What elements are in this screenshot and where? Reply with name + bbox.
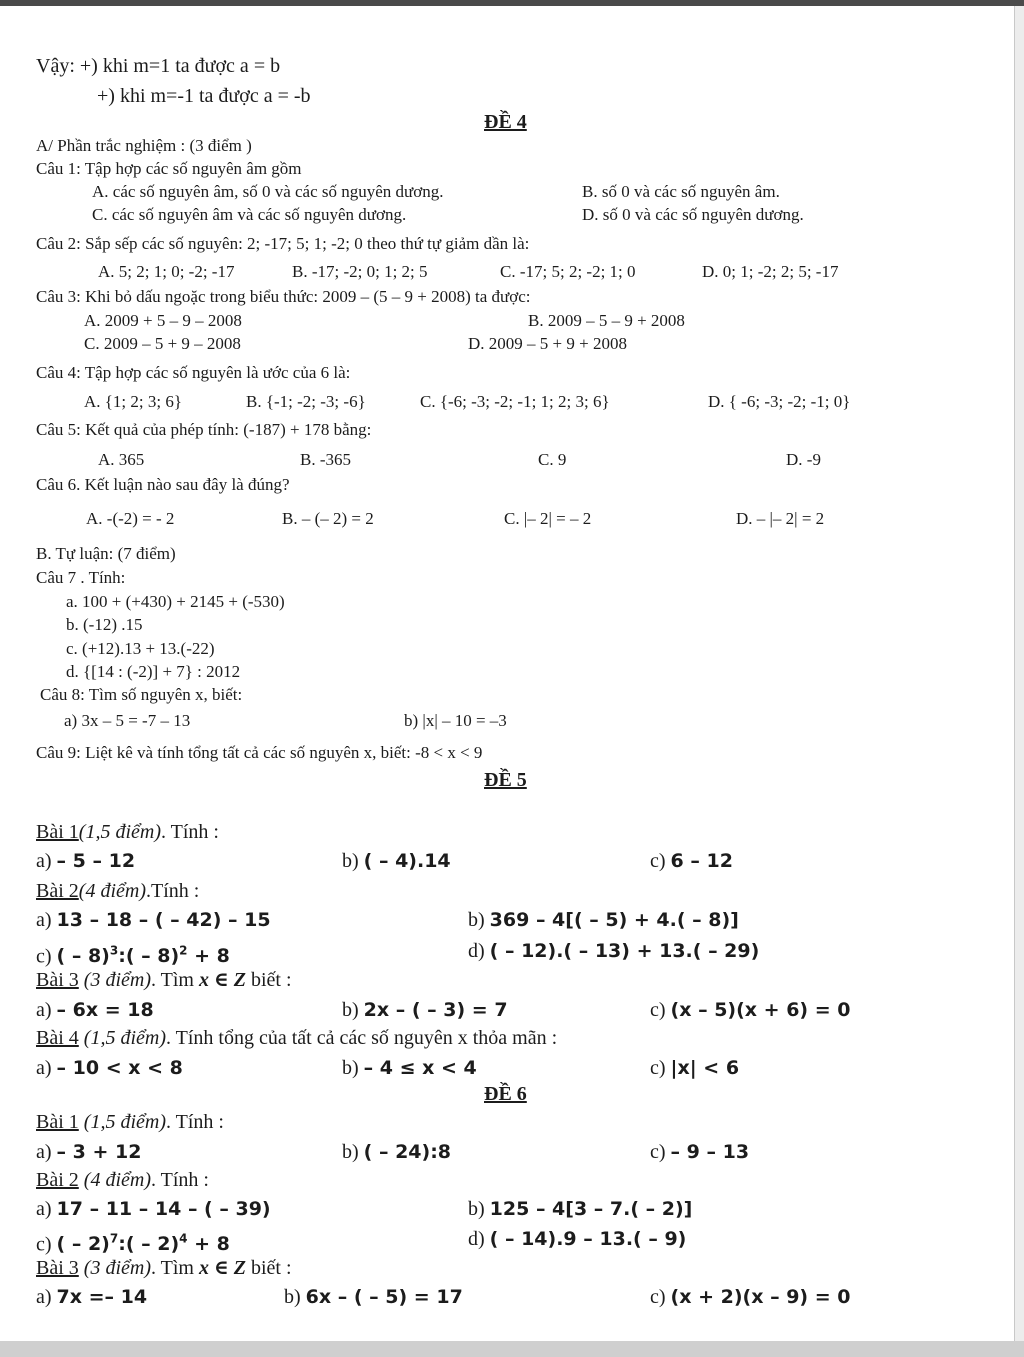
de5-bai2-a: a) 13 – 18 – ( – 42) – 15 xyxy=(36,909,271,931)
de6-bai2-d: d) ( – 14).9 – 13.( – 9) xyxy=(468,1228,687,1250)
de6-bai2-b-expr: 125 – 4[3 – 7.( – 2)] xyxy=(489,1198,693,1220)
de5-bai4-label: Bài 4 xyxy=(36,1027,79,1049)
de5-bai3-heading: Bài 3 (3 điểm). Tìm x ∈ Z biết : xyxy=(36,969,292,991)
de5-bai3-c-expr: (x – 5)(x + 6) = 0 xyxy=(670,999,851,1021)
de5-bai3-c: c) (x – 5)(x + 6) = 0 xyxy=(650,999,851,1021)
de6-bai2-d-expr: ( – 14).9 – 13.( – 9) xyxy=(489,1228,687,1250)
de5-bai1-c: c) 6 – 12 xyxy=(650,850,733,872)
q6-option-d: D. – |– 2| = 2 xyxy=(736,509,825,528)
de5-bai1-a-expr: – 5 – 12 xyxy=(56,850,136,872)
q5-option-b: B. -365 xyxy=(300,450,351,469)
q2-option-d: D. 0; 1; -2; 2; 5; -17 xyxy=(702,262,839,281)
q7-question: Câu 7 . Tính: xyxy=(36,568,126,587)
q3-option-a: A. 2009 + 5 – 9 – 2008 xyxy=(84,311,242,330)
de6-bai2-points: (4 điểm) xyxy=(78,1169,151,1191)
de4-part-b: B. Tự luận: (7 điểm) xyxy=(36,544,176,563)
de5-bai3-b-expr: 2x – ( – 3) = 7 xyxy=(363,999,508,1021)
q2-option-b: B. -17; -2; 0; 1; 2; 5 xyxy=(292,262,428,281)
de5-bai4-a: a) – 10 < x < 8 xyxy=(36,1057,183,1079)
de6-bai1-a: a) – 3 + 12 xyxy=(36,1141,142,1163)
page-right-edge xyxy=(1014,6,1024,1341)
q5-question: Câu 5: Kết quả của phép tính: (-187) + 178 bằng: xyxy=(36,420,372,439)
de5-bai1-b: b) ( – 4).14 xyxy=(342,850,451,872)
de5-bai2-points: (4 điểm) xyxy=(78,880,146,902)
de5-bai3-a: a) – 6x = 18 xyxy=(36,999,154,1021)
de6-bai1-heading: Bài 1 (1,5 điểm). Tính : xyxy=(36,1111,224,1133)
de6-bai2-heading: Bài 2 (4 điểm). Tính : xyxy=(36,1169,209,1191)
q7-item-d: d. {[14 : (-2)] + 7} : 2012 xyxy=(66,662,241,681)
q4-option-d: D. { -6; -3; -2; -1; 0} xyxy=(708,392,851,411)
de5-bai2-b-expr: 369 – 4[( – 5) + 4.( – 8)] xyxy=(489,909,739,931)
de5-bai1-heading xyxy=(36,820,219,844)
de6-bai3-c: c) (x + 2)(x – 9) = 0 xyxy=(650,1286,851,1308)
q2-question: Câu 2: Sắp sếp các số nguyên: 2; -17; 5; 1; -2; 0 theo thứ tự giảm dần là: xyxy=(36,234,530,253)
de5-bai4-b: b) – 4 ≤ x < 4 xyxy=(342,1057,477,1079)
de6-title: ĐỀ 6 xyxy=(484,1083,527,1105)
q9-question: Câu 9: Liệt kê và tính tổng tất cả các số nguyên x, biết: -8 < x < 9 xyxy=(36,743,483,762)
de5-bai2-b: b) 369 – 4[( – 5) + 4.( – 8)] xyxy=(468,909,739,931)
de5-bai1-label: Bài 1 xyxy=(36,821,79,843)
de6-bai3-a-expr: 7x =– 14 xyxy=(56,1286,148,1308)
de6-bai1-b-expr: ( – 24):8 xyxy=(363,1141,452,1163)
de5-title: ĐỀ 5 xyxy=(484,769,527,791)
de6-bai2-c: c) ( – 2)$^7$:( – 2)$^4$ + 8 xyxy=(36,1232,230,1256)
de6-bai3-c-expr: (x + 2)(x – 9) = 0 xyxy=(670,1286,851,1308)
de5-bai2-d: d) ( – 12).( – 13) + 13.( – 29) xyxy=(468,940,760,962)
document-page xyxy=(0,6,1014,1341)
de5-bai4-b-expr: – 4 ≤ x < 4 xyxy=(363,1057,477,1079)
de5-bai2-tail: .Tính : xyxy=(145,880,200,902)
de5-bai2-c-expr: ( – 8)$^3$:( – 8)$^2$ + 8 xyxy=(56,944,230,968)
de5-bai1-points: (1,5 điểm) xyxy=(78,821,161,843)
q5-option-c: C. 9 xyxy=(538,450,567,469)
de6-bai3-b-expr: 6x – ( – 5) = 17 xyxy=(305,1286,463,1308)
de5-bai3-set: x ∈ Z xyxy=(198,969,246,991)
q4-question: Câu 4: Tập hợp các số nguyên là ước của 6 là: xyxy=(36,363,351,382)
de5-bai4-points: (1,5 điểm) xyxy=(78,1027,166,1049)
de6-bai3-points: (3 điểm) xyxy=(78,1257,151,1279)
de6-bai2-a-expr: 17 – 11 – 14 – ( – 39) xyxy=(56,1198,271,1220)
de5-bai3-label: Bài 3 xyxy=(36,969,79,991)
de5-bai1-a: a) – 5 – 12 xyxy=(36,850,136,872)
q3-option-d: D. 2009 – 5 + 9 + 2008 xyxy=(468,334,627,353)
q1-question: Câu 1: Tập hợp các số nguyên âm gồm xyxy=(36,159,302,178)
q7-item-a: a. 100 + (+430) + 2145 + (-530) xyxy=(66,592,285,611)
de6-bai3-a: a) 7x =– 14 xyxy=(36,1286,148,1308)
de4-part-a: A/ Phần trắc nghiệm : (3 điểm ) xyxy=(36,136,252,155)
de5-bai4-a-expr: – 10 < x < 8 xyxy=(56,1057,183,1079)
de5-bai3-b: b) 2x – ( – 3) = 7 xyxy=(342,999,508,1021)
q8-question: Câu 8: Tìm số nguyên x, biết: xyxy=(40,685,243,704)
intro-line-1: Vậy: +) khi m=1 ta được a = b xyxy=(36,55,281,77)
q8-item-b: b) |x| – 10 = –3 xyxy=(404,711,507,730)
de5-bai1-tail: . Tính : xyxy=(160,821,219,843)
q3-option-b: B. 2009 – 5 – 9 + 2008 xyxy=(528,311,685,330)
de5-bai3-points: (3 điểm) xyxy=(78,969,151,991)
de6-bai2-a: a) 17 – 11 – 14 – ( – 39) xyxy=(36,1198,271,1220)
de6-bai3-heading: Bài 3 (3 điểm). Tìm x ∈ Z biết : xyxy=(36,1257,292,1279)
q5-option-d: D. -9 xyxy=(786,450,821,469)
q1-option-a: A. các số nguyên âm, số 0 và các số nguyên dương. xyxy=(92,182,444,201)
de6-bai3-b: b) 6x – ( – 5) = 17 xyxy=(284,1286,463,1308)
bottom-margin xyxy=(0,1341,1024,1357)
q7-item-c: c. (+12).13 + 13.(-22) xyxy=(66,639,215,658)
q6-option-c: C. |– 2| = – 2 xyxy=(504,509,592,528)
q2-option-c: C. -17; 5; 2; -2; 1; 0 xyxy=(500,262,636,281)
de6-bai1-c: c) – 9 – 13 xyxy=(650,1141,750,1163)
q6-option-a: A. -(-2) = - 2 xyxy=(86,509,175,528)
de5-bai4-c: c) |x| < 6 xyxy=(650,1057,740,1079)
q1-option-d: D. số 0 và các số nguyên dương. xyxy=(582,205,804,224)
intro-line-2: +) khi m=-1 ta được a = -b xyxy=(97,85,311,107)
q8-item-a: a) 3x – 5 = -7 – 13 xyxy=(64,711,191,730)
de5-bai4-c-expr: |x| < 6 xyxy=(670,1057,740,1079)
q5-option-a: A. 365 xyxy=(98,450,145,469)
de5-bai2-a-expr: 13 – 18 – ( – 42) – 15 xyxy=(56,909,271,931)
de5-bai2-label: Bài 2 xyxy=(36,880,79,902)
q4-option-c: C. {-6; -3; -2; -1; 1; 2; 3; 6} xyxy=(420,392,610,411)
q1-option-b: B. số 0 và các số nguyên âm. xyxy=(582,182,780,201)
de5-bai3-a-expr: – 6x = 18 xyxy=(56,999,154,1021)
q7-item-b: b. (-12) .15 xyxy=(66,615,143,634)
de6-bai1-label: Bài 1 xyxy=(36,1111,79,1133)
de6-bai3-label: Bài 3 xyxy=(36,1257,79,1279)
de6-bai1-b: b) ( – 24):8 xyxy=(342,1141,452,1163)
de6-bai3-set: x ∈ Z xyxy=(198,1257,246,1279)
q3-option-c: C. 2009 – 5 + 9 – 2008 xyxy=(84,334,241,353)
de5-bai1-b-expr: ( – 4).14 xyxy=(363,850,451,872)
de6-bai1-c-expr: – 9 – 13 xyxy=(670,1141,750,1163)
de6-bai1-points: (1,5 điểm) xyxy=(78,1111,166,1133)
q4-option-a: A. {1; 2; 3; 6} xyxy=(84,392,183,411)
de5-bai1-c-expr: 6 – 12 xyxy=(670,850,733,872)
de5-bai4-heading: Bài 4 (1,5 điểm). Tính tổng của tất cả các số nguyên x thỏa mãn : xyxy=(36,1027,558,1049)
de5-bai2-d-expr: ( – 12).( – 13) + 13.( – 29) xyxy=(489,940,760,962)
q4-option-b: B. {-1; -2; -3; -6} xyxy=(246,392,366,411)
q1-option-c: C. các số nguyên âm và các số nguyên dương. xyxy=(92,205,407,224)
de6-bai2-c-expr: ( – 2)$^7$:( – 2)$^4$ + 8 xyxy=(56,1232,230,1256)
de5-bai2-heading xyxy=(36,879,199,903)
q3-question: Câu 3: Khi bỏ dấu ngoặc trong biểu thức: 2009 – (5 – 9 + 2008) ta được: xyxy=(36,287,531,306)
q6-option-b: B. – (– 2) = 2 xyxy=(282,509,374,528)
q6-question: Câu 6. Kết luận nào sau đây là đúng? xyxy=(36,475,290,494)
de5-bai2-c: c) ( – 8)$^3$:( – 8)$^2$ + 8 xyxy=(36,944,230,968)
q2-option-a: A. 5; 2; 1; 0; -2; -17 xyxy=(98,262,235,281)
de6-bai2-b: b) 125 – 4[3 – 7.( – 2)] xyxy=(468,1198,693,1220)
de4-title: ĐỀ 4 xyxy=(484,111,527,133)
de6-bai1-a-expr: – 3 + 12 xyxy=(56,1141,142,1163)
de6-bai2-label: Bài 2 xyxy=(36,1169,79,1191)
